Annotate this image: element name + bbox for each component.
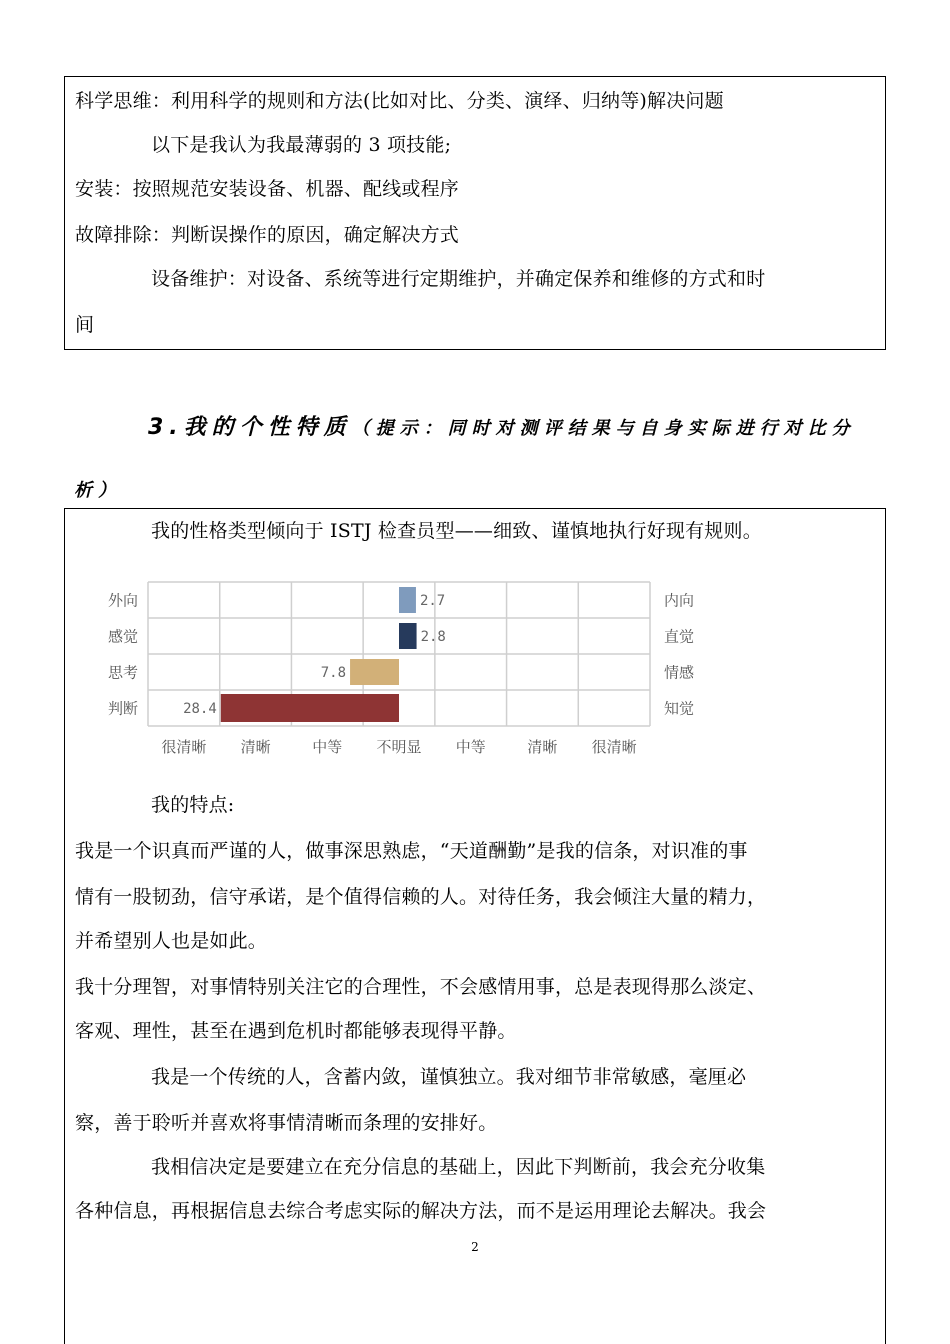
text-line: 故障排除：判断误操作的原因，确定解决方式 [75, 224, 460, 246]
x-tick-label: 清晰 [527, 738, 558, 756]
text-line: 情有一股韧劲，信守承诺，是个值得信赖的人。对待任务，我会倾注大量的精力， [75, 886, 767, 908]
category-right: 知觉 [664, 699, 695, 718]
category-left: 判断 [107, 699, 138, 718]
text-line: 我是一个传统的人，含蓄内敛，谨慎独立。我对细节非常敏感，毫厘必 [151, 1066, 747, 1088]
value-label: 28.4 [183, 701, 217, 717]
text-line: 安装：按照规范安装设备、机器、配线或程序 [75, 178, 460, 200]
section-heading [148, 410, 856, 441]
intro-line: 我的性格类型倾向于 ISTJ 检查员型——细致、谨慎地执行好现有规则。 [151, 520, 762, 542]
text-line: 并希望别人也是如此。 [75, 930, 268, 952]
text-line: 客观、理性，甚至在遇到危机时都能够表现得平静。 [75, 1020, 517, 1042]
text-line: 科学思维：利用科学的规则和方法(比如对比、分类、演绎、归纳等)解决问题 [75, 90, 724, 112]
value-label: 2.7 [419, 593, 446, 609]
x-tick-label: 很清晰 [591, 738, 637, 756]
category-left: 外向 [107, 591, 138, 610]
text-line: 我相信决定是要建立在充分信息的基础上，因此下判断前，我会充分收集 [151, 1156, 766, 1178]
personality-chart [80, 570, 730, 770]
category-right: 内向 [664, 591, 695, 610]
bar-1 [399, 623, 417, 649]
x-tick-label: 很清晰 [161, 738, 207, 756]
text-line: 我十分理智，对事情特别关注它的合理性，不会感情用事，总是表现得那么淡定、 [75, 976, 767, 998]
text-line: 察，善于聆听并喜欢将事情清晰而条理的安排好。 [75, 1112, 498, 1134]
section-title: 3.我的个性特质 [148, 415, 352, 440]
bar-3 [221, 694, 399, 722]
text-line: 以下是我认为我最薄弱的 3 项技能; [151, 134, 452, 156]
x-tick-label: 不明显 [376, 738, 422, 756]
category-right: 情感 [664, 663, 695, 682]
section-hint-continued: 析） [74, 480, 122, 501]
x-tick-label: 中等 [312, 738, 343, 756]
value-label: 7.8 [320, 665, 347, 681]
skills-box [64, 76, 886, 350]
page-number: 2 [471, 1240, 479, 1254]
text-line: 我是一个识真而严谨的人，做事深思熟虑，“天道酬勤”是我的信条，对识准的事 [75, 840, 748, 862]
category-right: 直觉 [664, 627, 695, 646]
section-hint: （提示：同时对测评结果与自身实际进行对比分 [351, 418, 856, 439]
category-left: 思考 [107, 663, 138, 682]
value-label: 2.8 [420, 629, 446, 645]
category-left: 感觉 [107, 627, 138, 646]
x-tick-label: 清晰 [240, 738, 271, 756]
text-line: 各种信息，再根据信息去综合考虑实际的解决方法，而不是运用理论去解决。我会 [75, 1200, 767, 1222]
traits-title: 我的特点: [151, 794, 235, 816]
x-tick-label: 中等 [455, 738, 486, 756]
bar-2 [350, 659, 399, 685]
bar-0 [399, 587, 416, 613]
text-line: 间 [75, 314, 95, 336]
text-line: 设备维护：对设备、系统等进行定期维护，并确定保养和维修的方式和时 [151, 268, 766, 290]
